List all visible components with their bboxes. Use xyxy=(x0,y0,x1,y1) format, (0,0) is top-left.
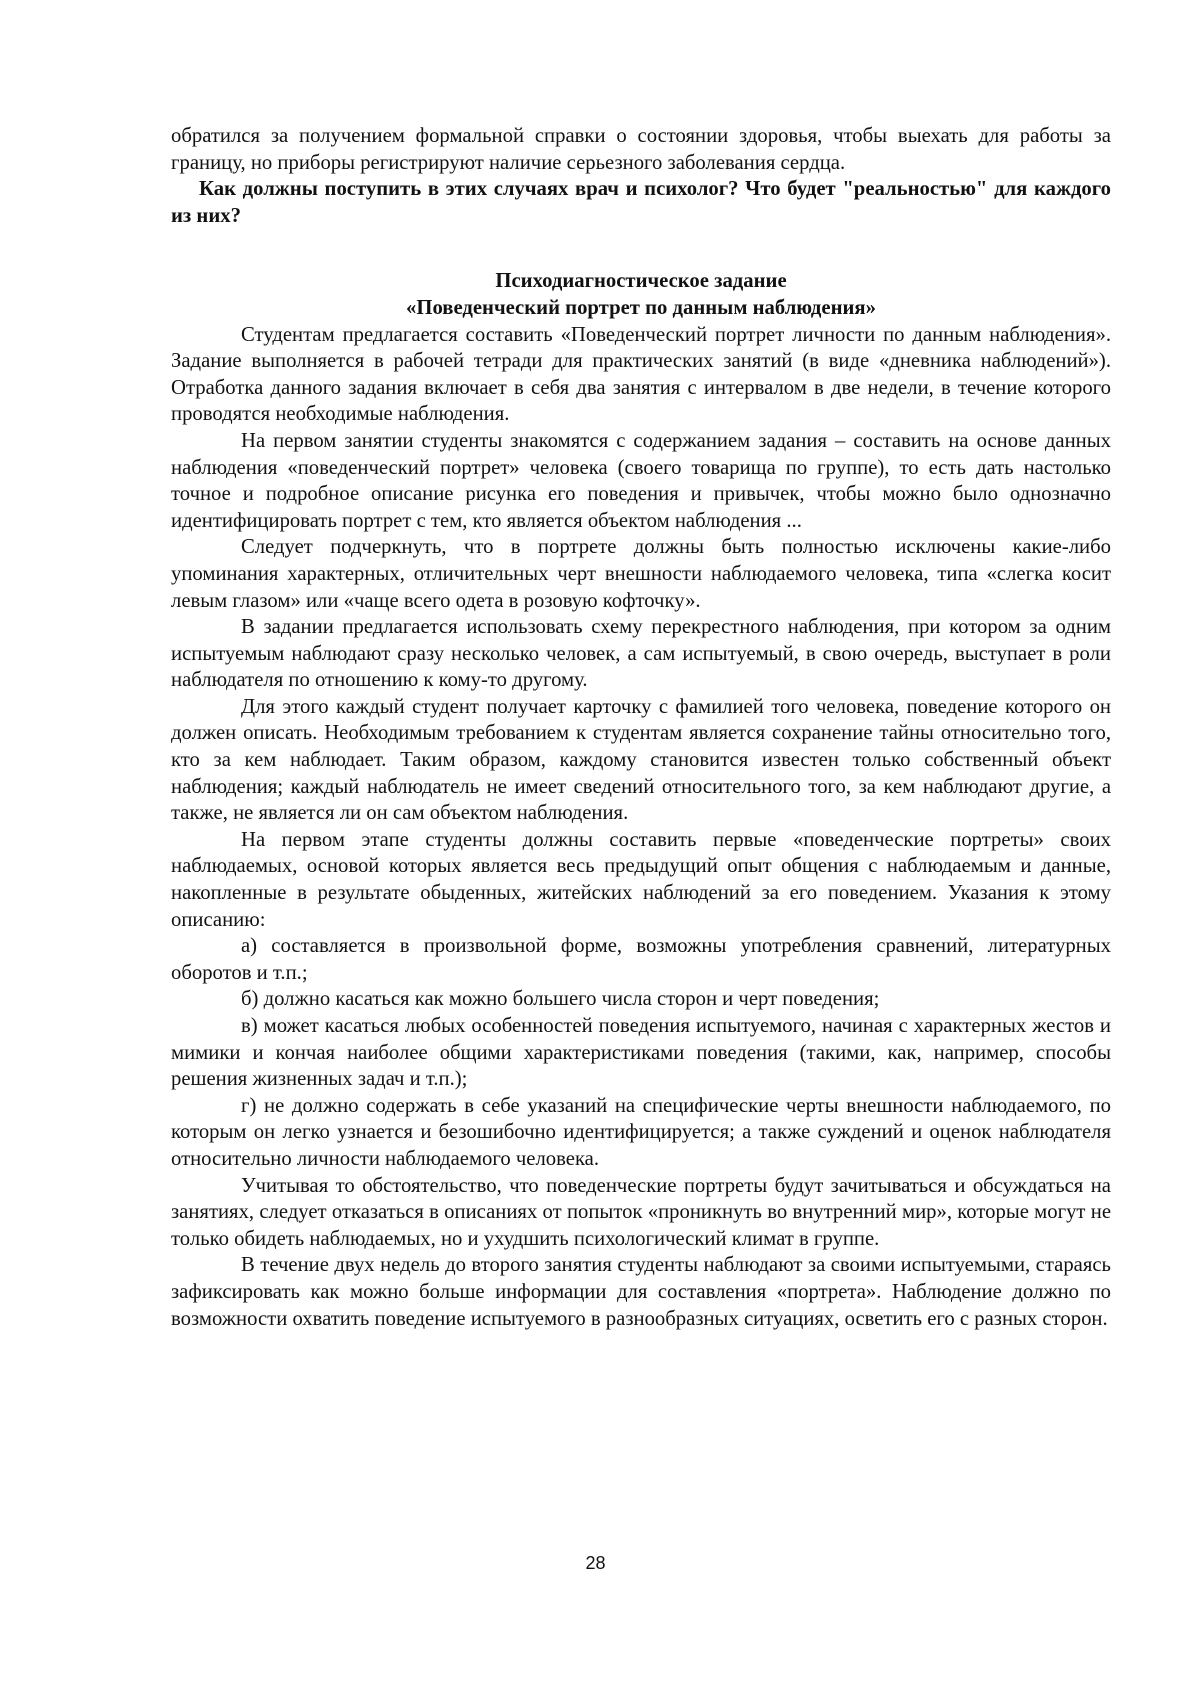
bold-question: Как должны поступить в этих случаях врач и психолог? Что будет "реальностью" для каждого из них? xyxy=(171,178,1111,227)
section-spacer xyxy=(171,229,1111,268)
page-body xyxy=(171,123,1111,1332)
paragraph: Следует подчеркнуть, что в портрете должны быть полностью исключены какие-либо упоминания характерных, отличительных черт внешности наблюдаемого человека, типа «слегка косит левым глазом» или «чаще всего одета в розовую кофточку». xyxy=(171,536,1111,612)
paragraph: В задании предлагается использовать схему перекрестного наблюдения, при котором за одним испытуемым наблюдают сразу несколько человек, а сам испытуемый, в свою очередь, выступает в роли наблюдателя по отношению к кому-то другому. xyxy=(171,616,1111,692)
paragraph-continuation: обратился за получением формальной справки о состоянии здоровья, чтобы выехать для работы за границу, но приборы регистрируют наличие серьезного заболевания сердца. xyxy=(171,125,1111,174)
paragraph: На первом этапе студенты должны составить первые «поведенческие портреты» своих наблюдаемых, основой которых является весь предыдущий опыт общения с наблюдаемым и данные, накопленные в результате обыденных, житейских наблюдений за его поведением. Указания к этому описанию: xyxy=(171,828,1111,931)
paragraph: Для этого каждый студент получает карточку с фамилией того человека, поведение которого он должен описать. Необходимым требованием к студентам является сохранение тайны относительно того, кто за кем наблюдает. Таким образом, каждому становится известен только собственный объект наблюдения; каждый наблюдатель не имеет сведений относительного того, за кем наблюдают другие, а также, не является ли он сам объектом наблюдения. xyxy=(171,695,1111,825)
paragraph: Студентам предлагается составить «Поведенческий портрет личности по данным наблюдения». Задание выполняется в рабочей тетради для практических занятий (в виде «дневника наблюдений»). Отработка данного задания включает в себя два занятия с интервалом в две недели, в течение которого проводятся необходимые наблюдения. xyxy=(171,323,1111,426)
paragraph: В течение двух недель до второго занятия студенты наблюдают за своими испытуемыми, стараясь зафиксировать как можно больше информации для составления «портрета». Наблюдение должно по возможности охватить поведение испытуемого в разнообразных ситуациях, осветить его с разных сторон. xyxy=(171,1254,1111,1330)
page-number: 28 xyxy=(585,1553,606,1573)
list-item-a: а) составляется в произвольной форме, возможны употребления сравнений, литературных оборотов и т.п.; xyxy=(171,935,1111,984)
paragraph: На первом занятии студенты знакомятся с содержанием задания – составить на основе данных наблюдения «поведенческий портрет» человека (своего товарища по группе), то есть дать настолько точное и подробное описание рисунка его поведения и привычек, чтобы можно было однозначно идентифицировать портрет с тем, кто является объектом наблюдения ... xyxy=(171,429,1111,532)
list-item-b: б) должно касаться как можно большего числа сторон и черт поведения; xyxy=(241,988,880,1011)
list-item-v: в) может касаться любых особенностей поведения испытуемого, начиная с характерных жестов и мимики и кончая наиболее общими характеристиками поведения (такими, как, например, способы решения жизненных задач и т.п.); xyxy=(171,1015,1111,1091)
list-item-g: г) не должно содержать в себе указаний на специфические черты внешности наблюдаемого, по которым он легко узнается и безошибочно идентифицируется; а также суждений и оценок наблюдателя относительно личности наблюдаемого человека. xyxy=(171,1094,1111,1170)
section-heading-line-2: «Поведенческий портрет по данным наблюдения» xyxy=(406,296,876,319)
paragraph: Учитывая то обстоятельство, что поведенческие портреты будут зачитываться и обсуждаться на занятиях, следует отказаться в описаниях от попыток «проникнуть во внутренний мир», которые могут не только обидеть наблюдаемых, но и ухудшить психологический климат в группе. xyxy=(171,1174,1111,1250)
section-heading-line-1: Психодиагностическое задание xyxy=(495,270,787,293)
